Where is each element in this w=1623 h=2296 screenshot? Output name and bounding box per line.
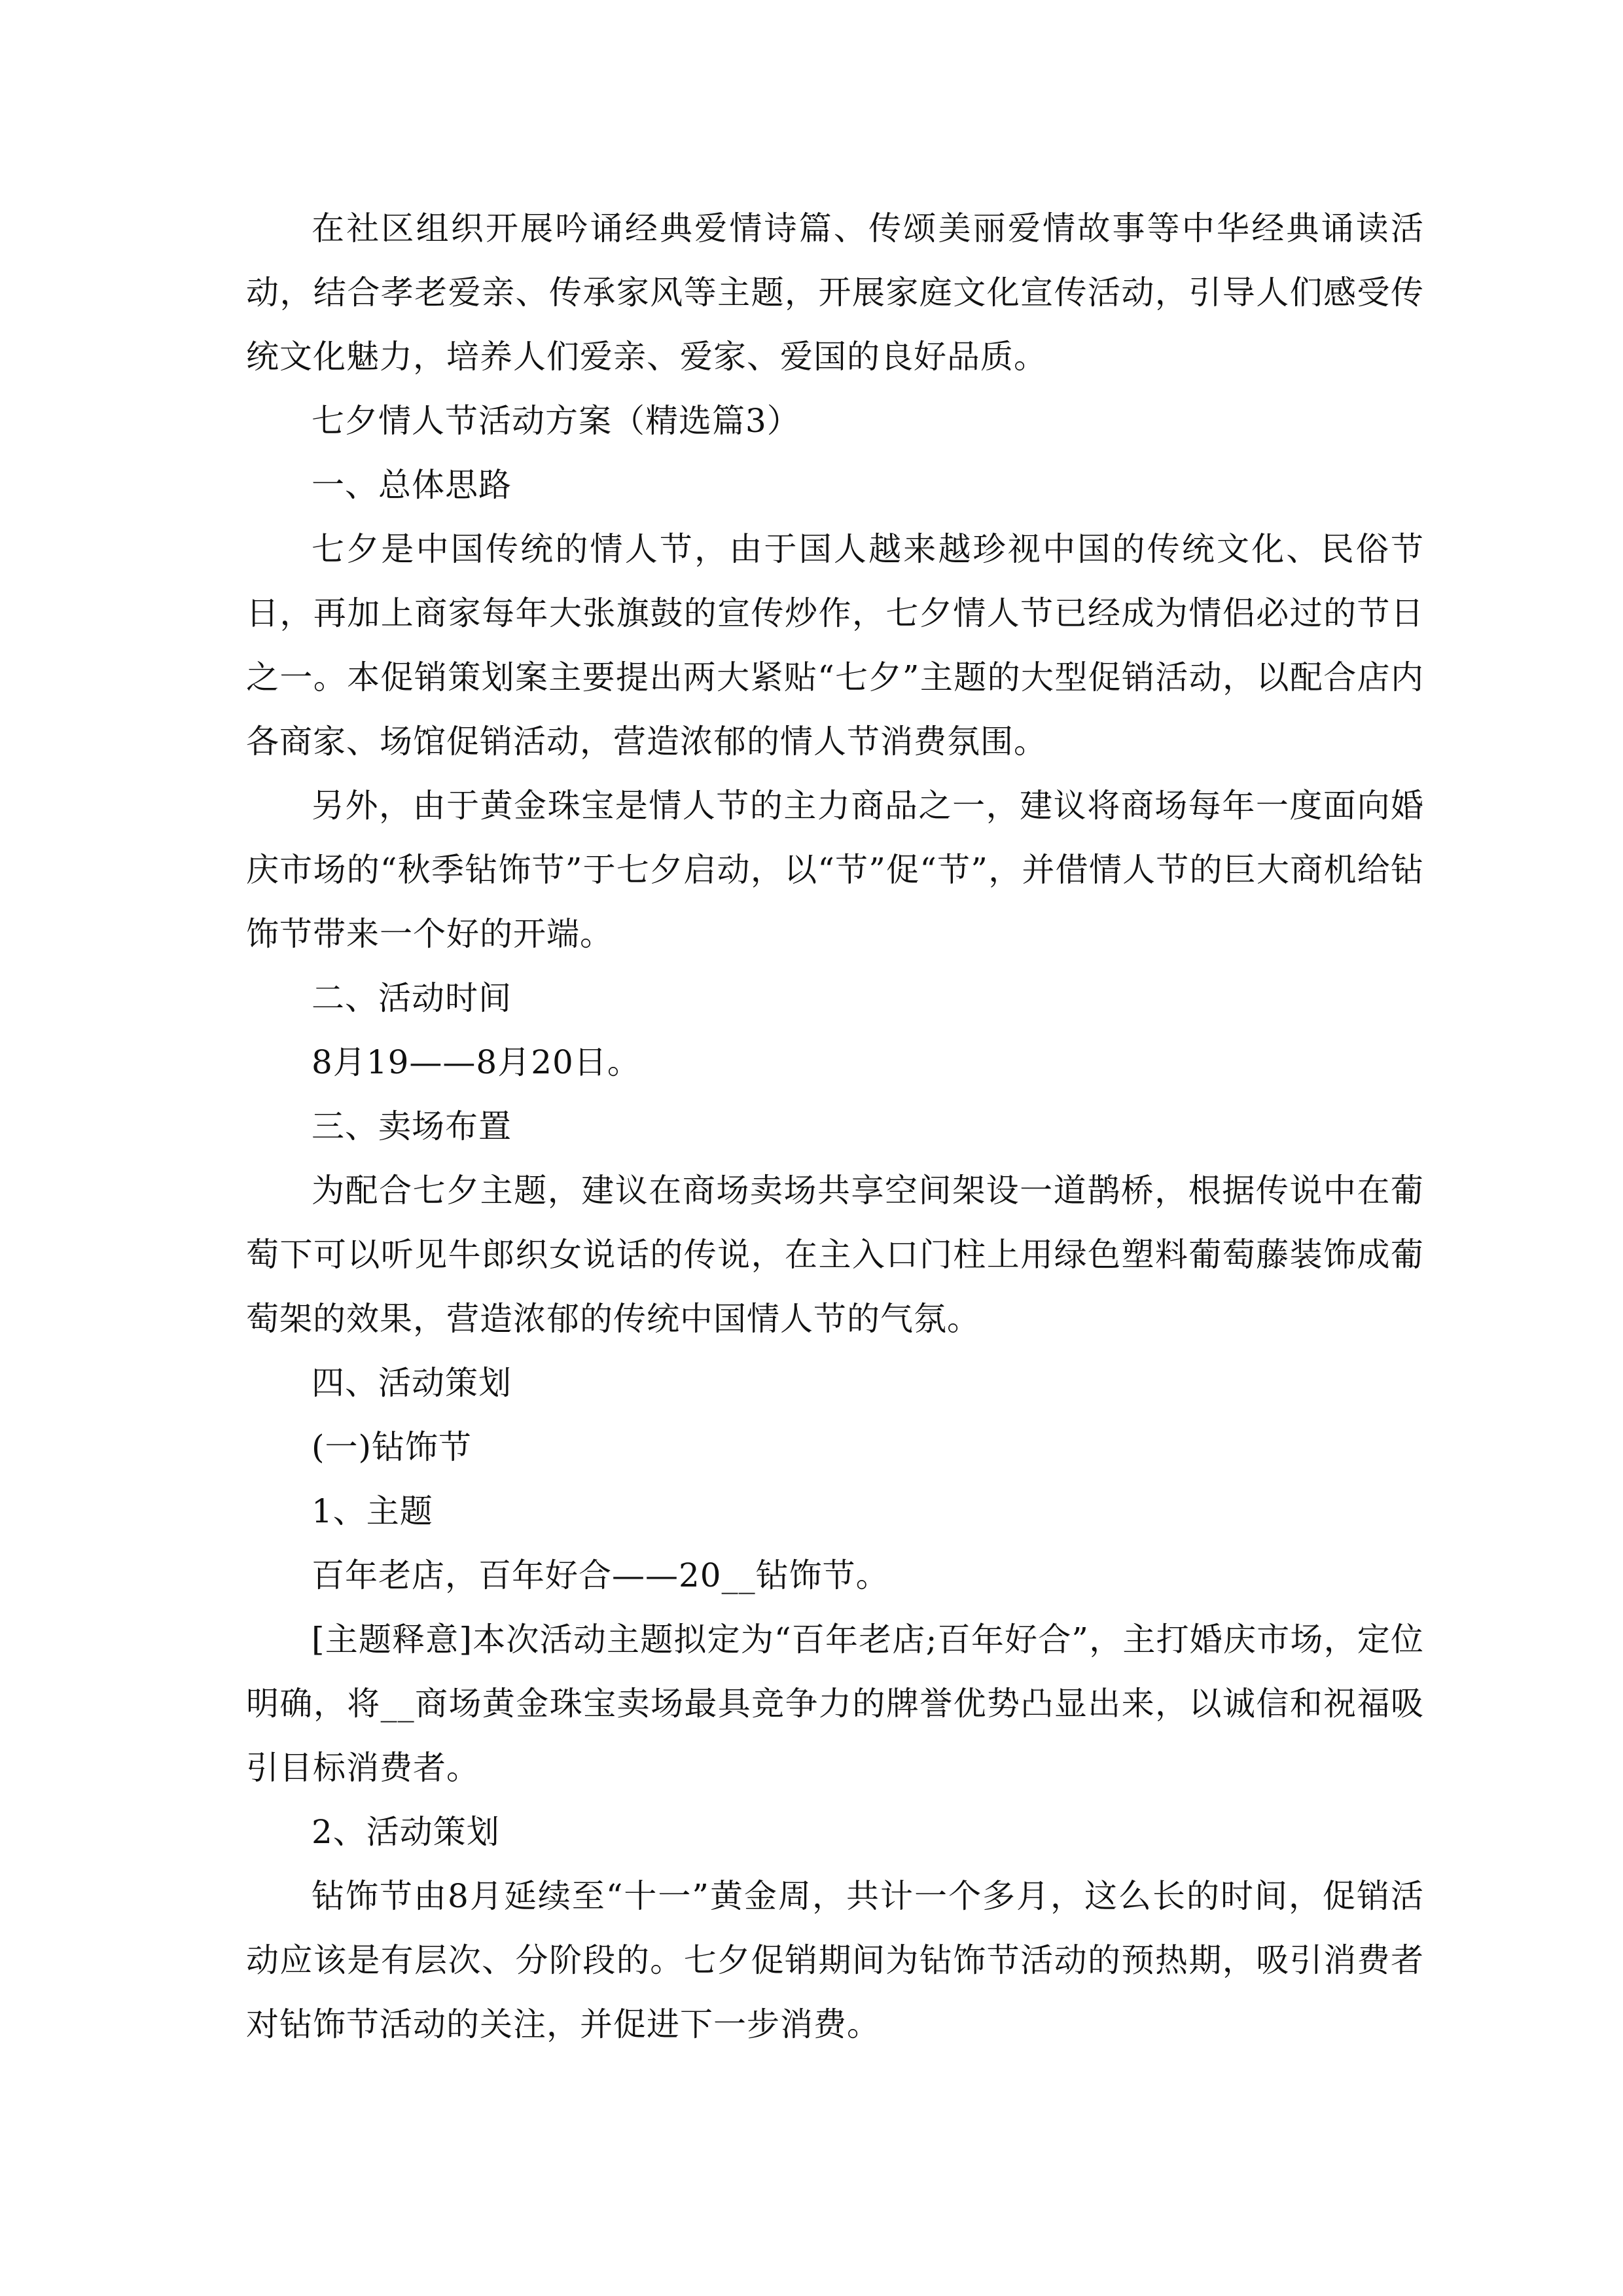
subheading-activity-planning: 2、活动策划: [312, 1813, 500, 1851]
heading-store-layout: 三、卖场布置: [312, 1107, 512, 1145]
event-date-range: 8月19——8月20日。: [312, 1043, 641, 1081]
paragraph-jewelry-festival-intro: 另外，由于黄金珠宝是情人节的主力商品之一，建议将商场每年一度面向婚庆市场的“秋季钻饰节”于七夕启动，以“节”促“节”，并借情人节的巨大商机给钻饰节带来一个好的开端。: [246, 787, 1424, 953]
heading-overall-idea: 一、总体思路: [312, 466, 512, 504]
heading-event-planning: 四、活动策划: [312, 1364, 512, 1402]
paragraph-theme-explanation: [主题释意]本次活动主题拟定为“百年老店;百年好合”，主打婚庆市场，定位明确，将__商场黄金珠宝卖场最具竞争力的牌誉优势凸显出来，以诚信和祝福吸引目标消费者。: [246, 1621, 1424, 1787]
document-body: [246, 196, 1424, 2056]
paragraph-store-layout: 为配合七夕主题，建议在商场卖场共享空间架设一道鹊桥，根据传说中在葡萄下可以听见牛郎织女说话的传说，在主入口门柱上用绿色塑料葡萄藤装饰成葡萄架的效果，营造浓郁的传统中国情人节的气氛。: [246, 1172, 1424, 1338]
paragraph-activity-planning: 钻饰节由8月延续至“十一”黄金周，共计一个多月，这么长的时间，促销活动应该是有层次、分阶段的。七夕促销期间为钻饰节活动的预热期，吸引消费者对钻饰节活动的关注，并促进下一步消费。: [246, 1877, 1424, 2043]
heading-event-time: 二、活动时间: [312, 979, 512, 1017]
subheading-theme: 1、主题: [312, 1492, 433, 1530]
theme-slogan: 百年老店，百年好合——20__钻饰节。: [312, 1556, 889, 1594]
paragraph-community-reading: 在社区组织开展吟诵经典爱情诗篇、传颂美丽爱情故事等中华经典诵读活动，结合孝老爱亲、传承家风等主题，开展家庭文化宣传活动，引导人们感受传统文化魅力，培养人们爱亲、爱家、爱国的良好品质。: [246, 209, 1424, 376]
section-title-plan-3: 七夕情人节活动方案（精选篇3）: [312, 402, 800, 440]
subheading-jewelry-festival: (一)钻饰节: [312, 1428, 473, 1466]
paragraph-overall-idea: 七夕是中国传统的情人节，由于国人越来越珍视中国的传统文化、民俗节日，再加上商家每年大张旗鼓的宣传炒作，七夕情人节已经成为情侣必过的节日之一。本促销策划案主要提出两大紧贴“七夕”主题的大型促销活动，以配合店内各商家、场馆促销活动，营造浓郁的情人节消费氛围。: [246, 530, 1424, 761]
